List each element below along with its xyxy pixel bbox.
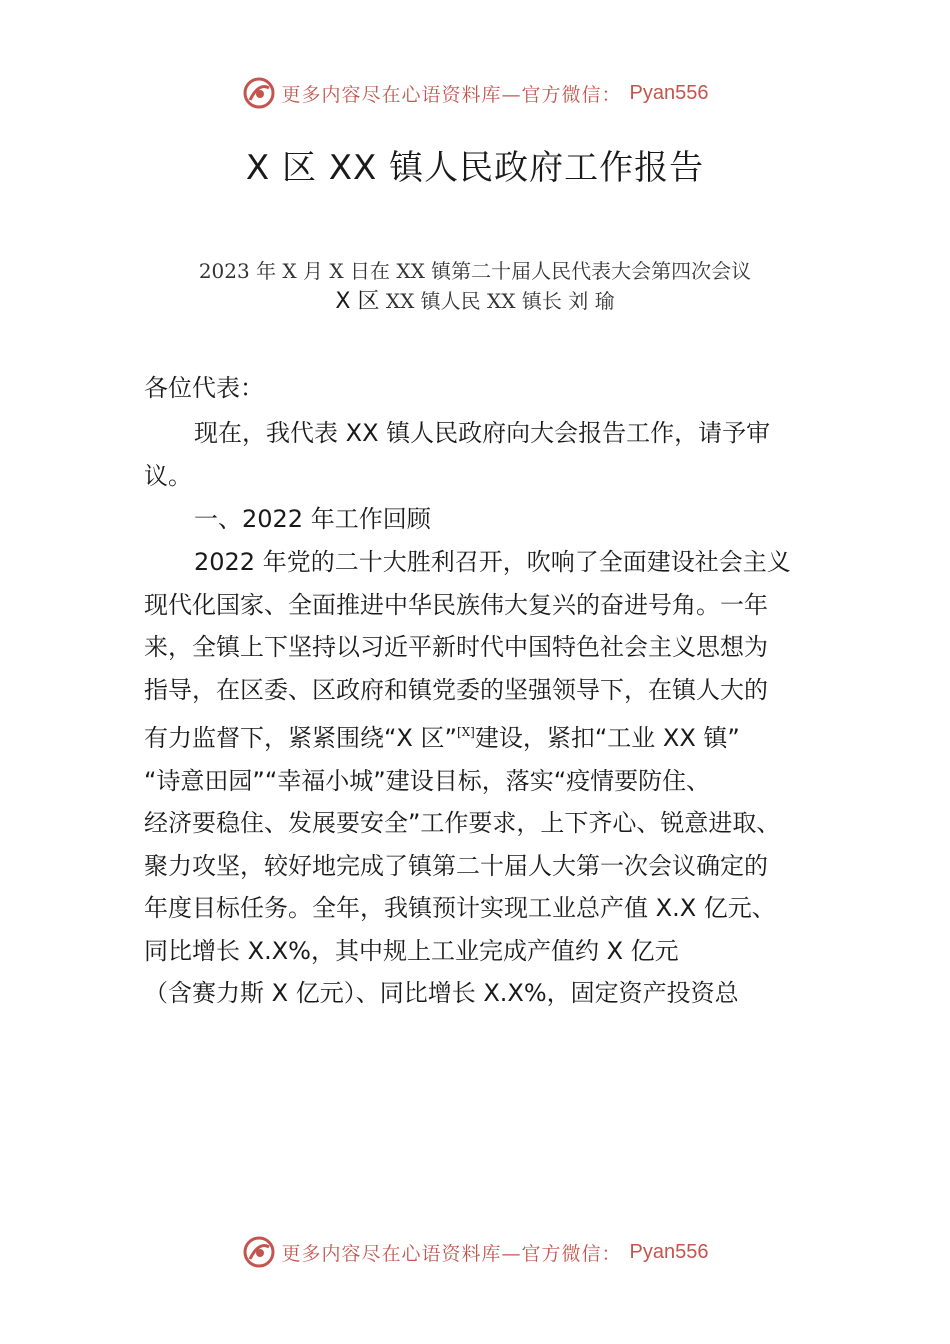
paragraph-line: 来，全镇上下坚持以习近平新时代中国特色社会主义思想为 <box>144 633 768 661</box>
paragraph-line: （含赛力斯 X 亿元）、同比增长 X.X%，固定资产投资总 <box>144 979 739 1007</box>
paragraph-line <box>144 711 834 760</box>
watermark-handle: Pyan556 <box>629 81 709 104</box>
speaker-info <box>0 284 950 315</box>
speaker-district: X 区 <box>335 289 380 314</box>
intro-line: 现在，我代表 XX 镇人民政府向大会报告工作，请予审 <box>194 419 771 447</box>
page-title: X 区 XX 镇人民政府工作报告 <box>245 148 705 188</box>
watermark-logo-icon <box>242 76 276 110</box>
meeting-info: 2023 年 X 月 X 日在 XX 镇第二十届人民代表大会第四次会议 <box>198 259 752 283</box>
intro-line: 议。 <box>144 461 192 490</box>
paragraph-line: 指导，在区委、区政府和镇党委的坚强领导下，在镇人大的 <box>144 675 768 704</box>
watermark-text: 更多内容尽在心语资料库—官方微信： <box>281 83 622 106</box>
paragraph-line-part: 建设，紧扣“工业 XX 镇” <box>474 724 740 752</box>
paragraph-line: 同比增长 X.X%，其中规上工业完成产值约 X 亿元 <box>144 936 679 965</box>
watermark-logo-icon <box>242 1235 276 1269</box>
paragraph-line-part: 有力监督下，紧紧围绕“X 区” <box>144 724 457 752</box>
paragraph-line: 聚力攻坚，较好地完成了镇第二十届人大第一次会议确定的 <box>144 851 768 880</box>
paragraph-line: 现代化国家、全面推进中华民族伟大复兴的奋进号角。一年 <box>144 590 768 619</box>
paragraph-line: 2022 年党的二十大胜利召开，吹响了全面建设社会主义 <box>194 548 791 576</box>
watermark-handle: Pyan556 <box>629 1240 709 1263</box>
watermark-text: 更多内容尽在心语资料库—官方微信： <box>281 1242 622 1265</box>
salutation: 各位代表： <box>144 374 264 402</box>
paragraph-line: “诗意田园”“幸福小城”建设目标，落实“疫情要防住、 <box>144 766 711 795</box>
intro-paragraph <box>144 412 834 497</box>
paragraph-line: 年度目标任务。全年，我镇预计实现工业总产值 X.X 亿元、 <box>144 894 776 922</box>
footnote-marker[interactable]: [X] <box>456 725 475 739</box>
speaker-name: XX 镇人民 XX 镇长 刘 瑜 <box>379 289 615 313</box>
review-paragraph <box>144 541 834 1015</box>
watermark-footer <box>0 1232 950 1272</box>
paragraph-line: 经济要稳住、发展要安全”工作要求，上下齐心、锐意进取、 <box>144 809 781 837</box>
watermark-header <box>0 73 950 113</box>
section-heading: 一、2022 年工作回顾 <box>194 505 431 533</box>
